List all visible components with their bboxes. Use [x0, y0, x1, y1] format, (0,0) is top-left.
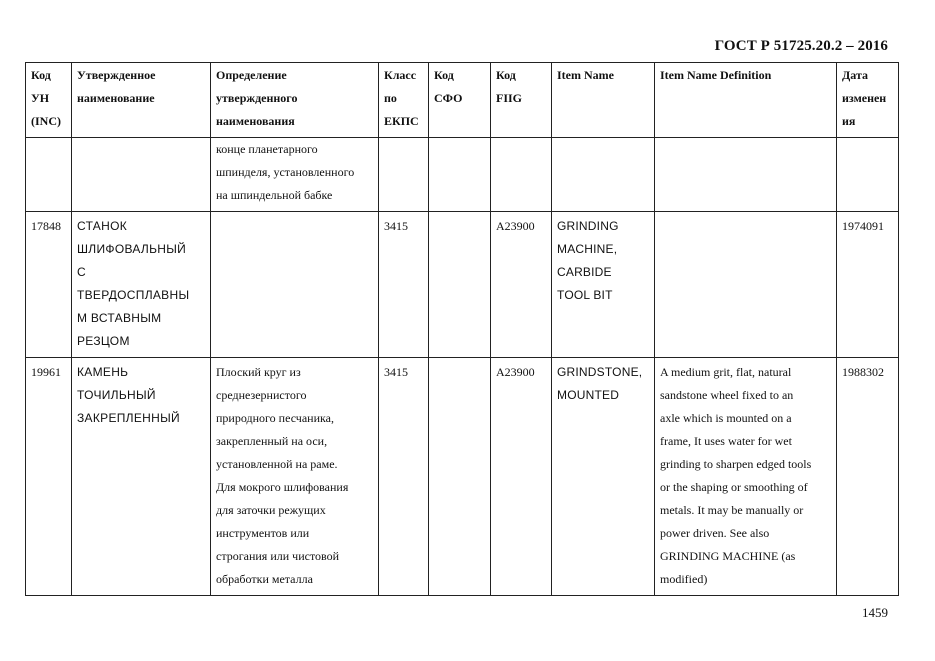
cell-ekps: 3415: [379, 358, 429, 596]
cell-date: 1974091: [837, 212, 899, 358]
page-number: 1459: [862, 605, 888, 620]
cell-item-name: [552, 138, 655, 212]
cell-sfo: [429, 138, 491, 212]
table-row-continuation: [26, 138, 899, 212]
header-approved-name-definition: Определение утвержденного наименования: [211, 63, 379, 138]
cell-definition-ru: [211, 212, 379, 358]
header-item-name: Item Name: [552, 63, 655, 138]
document-standard-title: ГОСТ Р 51725.20.2 – 2016: [714, 38, 888, 54]
cell-sfo: [429, 358, 491, 596]
cell-approved-name: СТАНОК ШЛИФОВАЛЬНЫЙ С ТВЕРДОСПЛАВНЫ М ВСТАВНЫМ РЕЗЦОМ: [72, 212, 211, 358]
cell-item-definition: [655, 138, 837, 212]
header-item-name-definition: Item Name Definition: [655, 63, 837, 138]
cell-fiig: [491, 138, 552, 212]
cell-item-definition: A medium grit, flat, natural sandstone wheel fixed to an axle which is mounted on a frame, It uses water for wet grinding to sharpen edged tools or the shaping or smoothing of metals. It may be manually or power driven. See also GRINDING MACHINE (as modified): [655, 358, 837, 596]
cell-date: [837, 138, 899, 212]
header-inc-code: Код УН (INC): [26, 63, 72, 138]
cell-ekps: 3415: [379, 212, 429, 358]
table-row-19961: [26, 358, 899, 596]
header-sfo-code: Код СФО: [429, 63, 491, 138]
header-approved-name: Утвержденное наименование: [72, 63, 211, 138]
header-fiig-code: Код FIIG: [491, 63, 552, 138]
cell-definition-ru: Плоский круг из среднезернистого природного песчаника, закрепленный на оси, установленной на раме. Для мокрого шлифования для заточки режущих инструментов или строгания или чистовой обработки металла: [211, 358, 379, 596]
cell-approved-name: КАМЕНЬ ТОЧИЛЬНЫЙ ЗАКРЕПЛЕННЫЙ: [72, 358, 211, 596]
cell-fiig: A23900: [491, 358, 552, 596]
cell-sfo: [429, 212, 491, 358]
cell-approved-name: [72, 138, 211, 212]
cell-inc: 19961: [26, 358, 72, 596]
table-row-17848: [26, 212, 899, 358]
cell-inc: 17848: [26, 212, 72, 358]
table-header-row: [26, 63, 899, 138]
cell-item-name: GRINDING MACHINE, CARBIDE TOOL BIT: [552, 212, 655, 358]
cell-fiig: A23900: [491, 212, 552, 358]
cell-item-name: GRINDSTONE, MOUNTED: [552, 358, 655, 596]
cell-definition-ru: конце планетарного шпинделя, установленного на шпиндельной бабке: [211, 138, 379, 212]
cell-item-definition: [655, 212, 837, 358]
item-name-table: [25, 62, 899, 596]
header-change-date: Дата изменен ия: [837, 63, 899, 138]
cell-date: 1988302: [837, 358, 899, 596]
cell-inc: [26, 138, 72, 212]
cell-ekps: [379, 138, 429, 212]
header-ekps-class: Класс по ЕКПС: [379, 63, 429, 138]
